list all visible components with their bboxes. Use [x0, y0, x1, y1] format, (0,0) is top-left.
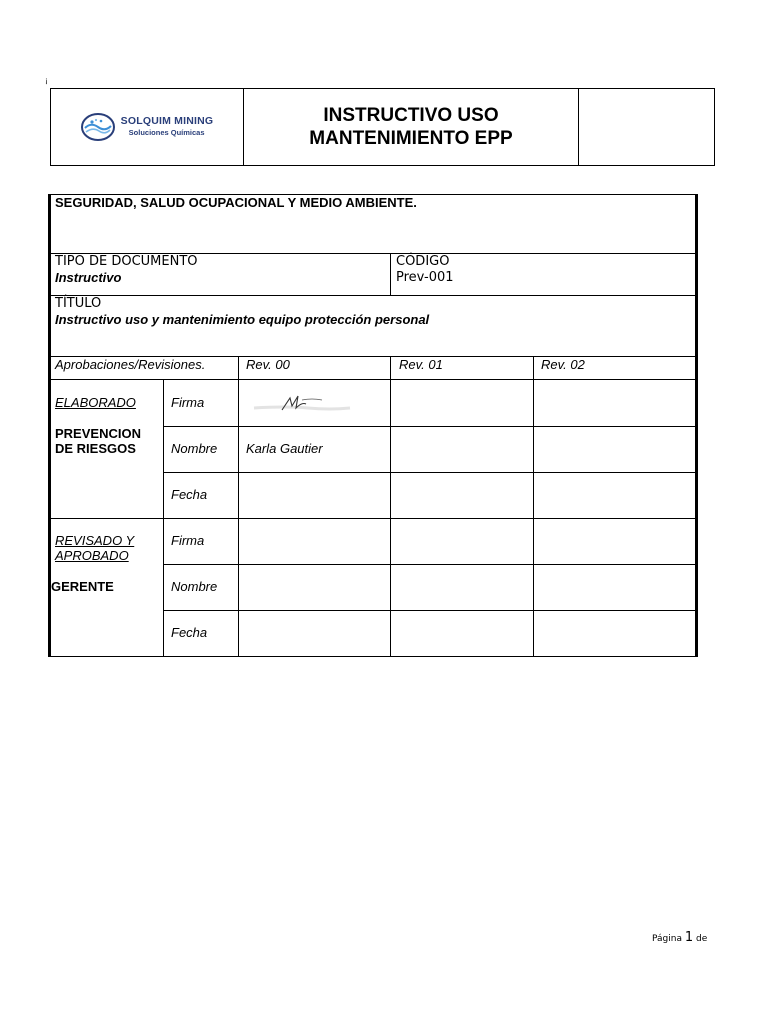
elaborado-fecha-label: Fecha	[171, 487, 208, 502]
document-header	[50, 88, 715, 166]
title-line-2: MANTENIMIENTO EPP	[309, 128, 513, 149]
logo-subtitle: Soluciones Químicas	[128, 128, 205, 137]
elaborado-label: ELABORADO	[55, 395, 136, 410]
code-label: CÓDIGO	[396, 254, 450, 269]
revisado-label-line-2: APROBADO	[55, 548, 129, 563]
page-footer	[652, 930, 707, 945]
doc-type-label: TIPO DE DOCUMENTO	[55, 254, 198, 269]
department-line-2: DE RIESGOS	[55, 441, 136, 456]
stray-mark: ¡	[45, 76, 48, 85]
code-value: Prev-001	[396, 270, 454, 285]
page-label: Página	[652, 934, 682, 944]
solquim-logo-icon	[81, 113, 115, 141]
revisado-fecha-label: Fecha	[171, 625, 208, 640]
page-of-label: de	[696, 934, 708, 944]
title-value: Instructivo uso y mantenimiento equipo protección personal	[55, 312, 430, 327]
title-line-1: INSTRUCTIVO USO	[323, 105, 499, 126]
header-empty-cell	[579, 89, 714, 165]
elaborado-name-value: Karla Gautier	[246, 441, 323, 456]
revisado-firma-label: Firma	[171, 533, 205, 548]
logo-name: SOLQUIM MINING	[120, 115, 214, 127]
title-label: TÍTULO	[55, 296, 102, 311]
rev-01-label: Rev. 01	[399, 357, 443, 372]
approvals-label: Aprobaciones/Revisiones.	[55, 357, 206, 372]
signature-image	[246, 388, 356, 418]
revisado-nombre-label: Nombre	[171, 579, 218, 594]
section-title: SEGURIDAD, SALUD OCUPACIONAL Y MEDIO AMBIENTE.	[55, 195, 417, 210]
rev-00-label: Rev. 00	[246, 357, 290, 372]
department-line-1: PREVENCION	[55, 426, 141, 441]
logo-cell	[51, 89, 244, 165]
company-logo	[81, 113, 214, 141]
document-title	[244, 89, 579, 165]
revisado-role: GERENTE	[51, 579, 114, 594]
elaborado-nombre-label: Nombre	[171, 441, 218, 456]
elaborado-firma-label: Firma	[171, 395, 205, 410]
revisado-label-line-1: REVISADO Y	[55, 533, 135, 548]
rev-02-label: Rev. 02	[541, 357, 585, 372]
doc-type-value: Instructivo	[55, 270, 122, 285]
page-number: 1	[684, 930, 694, 945]
approval-table	[48, 194, 698, 657]
